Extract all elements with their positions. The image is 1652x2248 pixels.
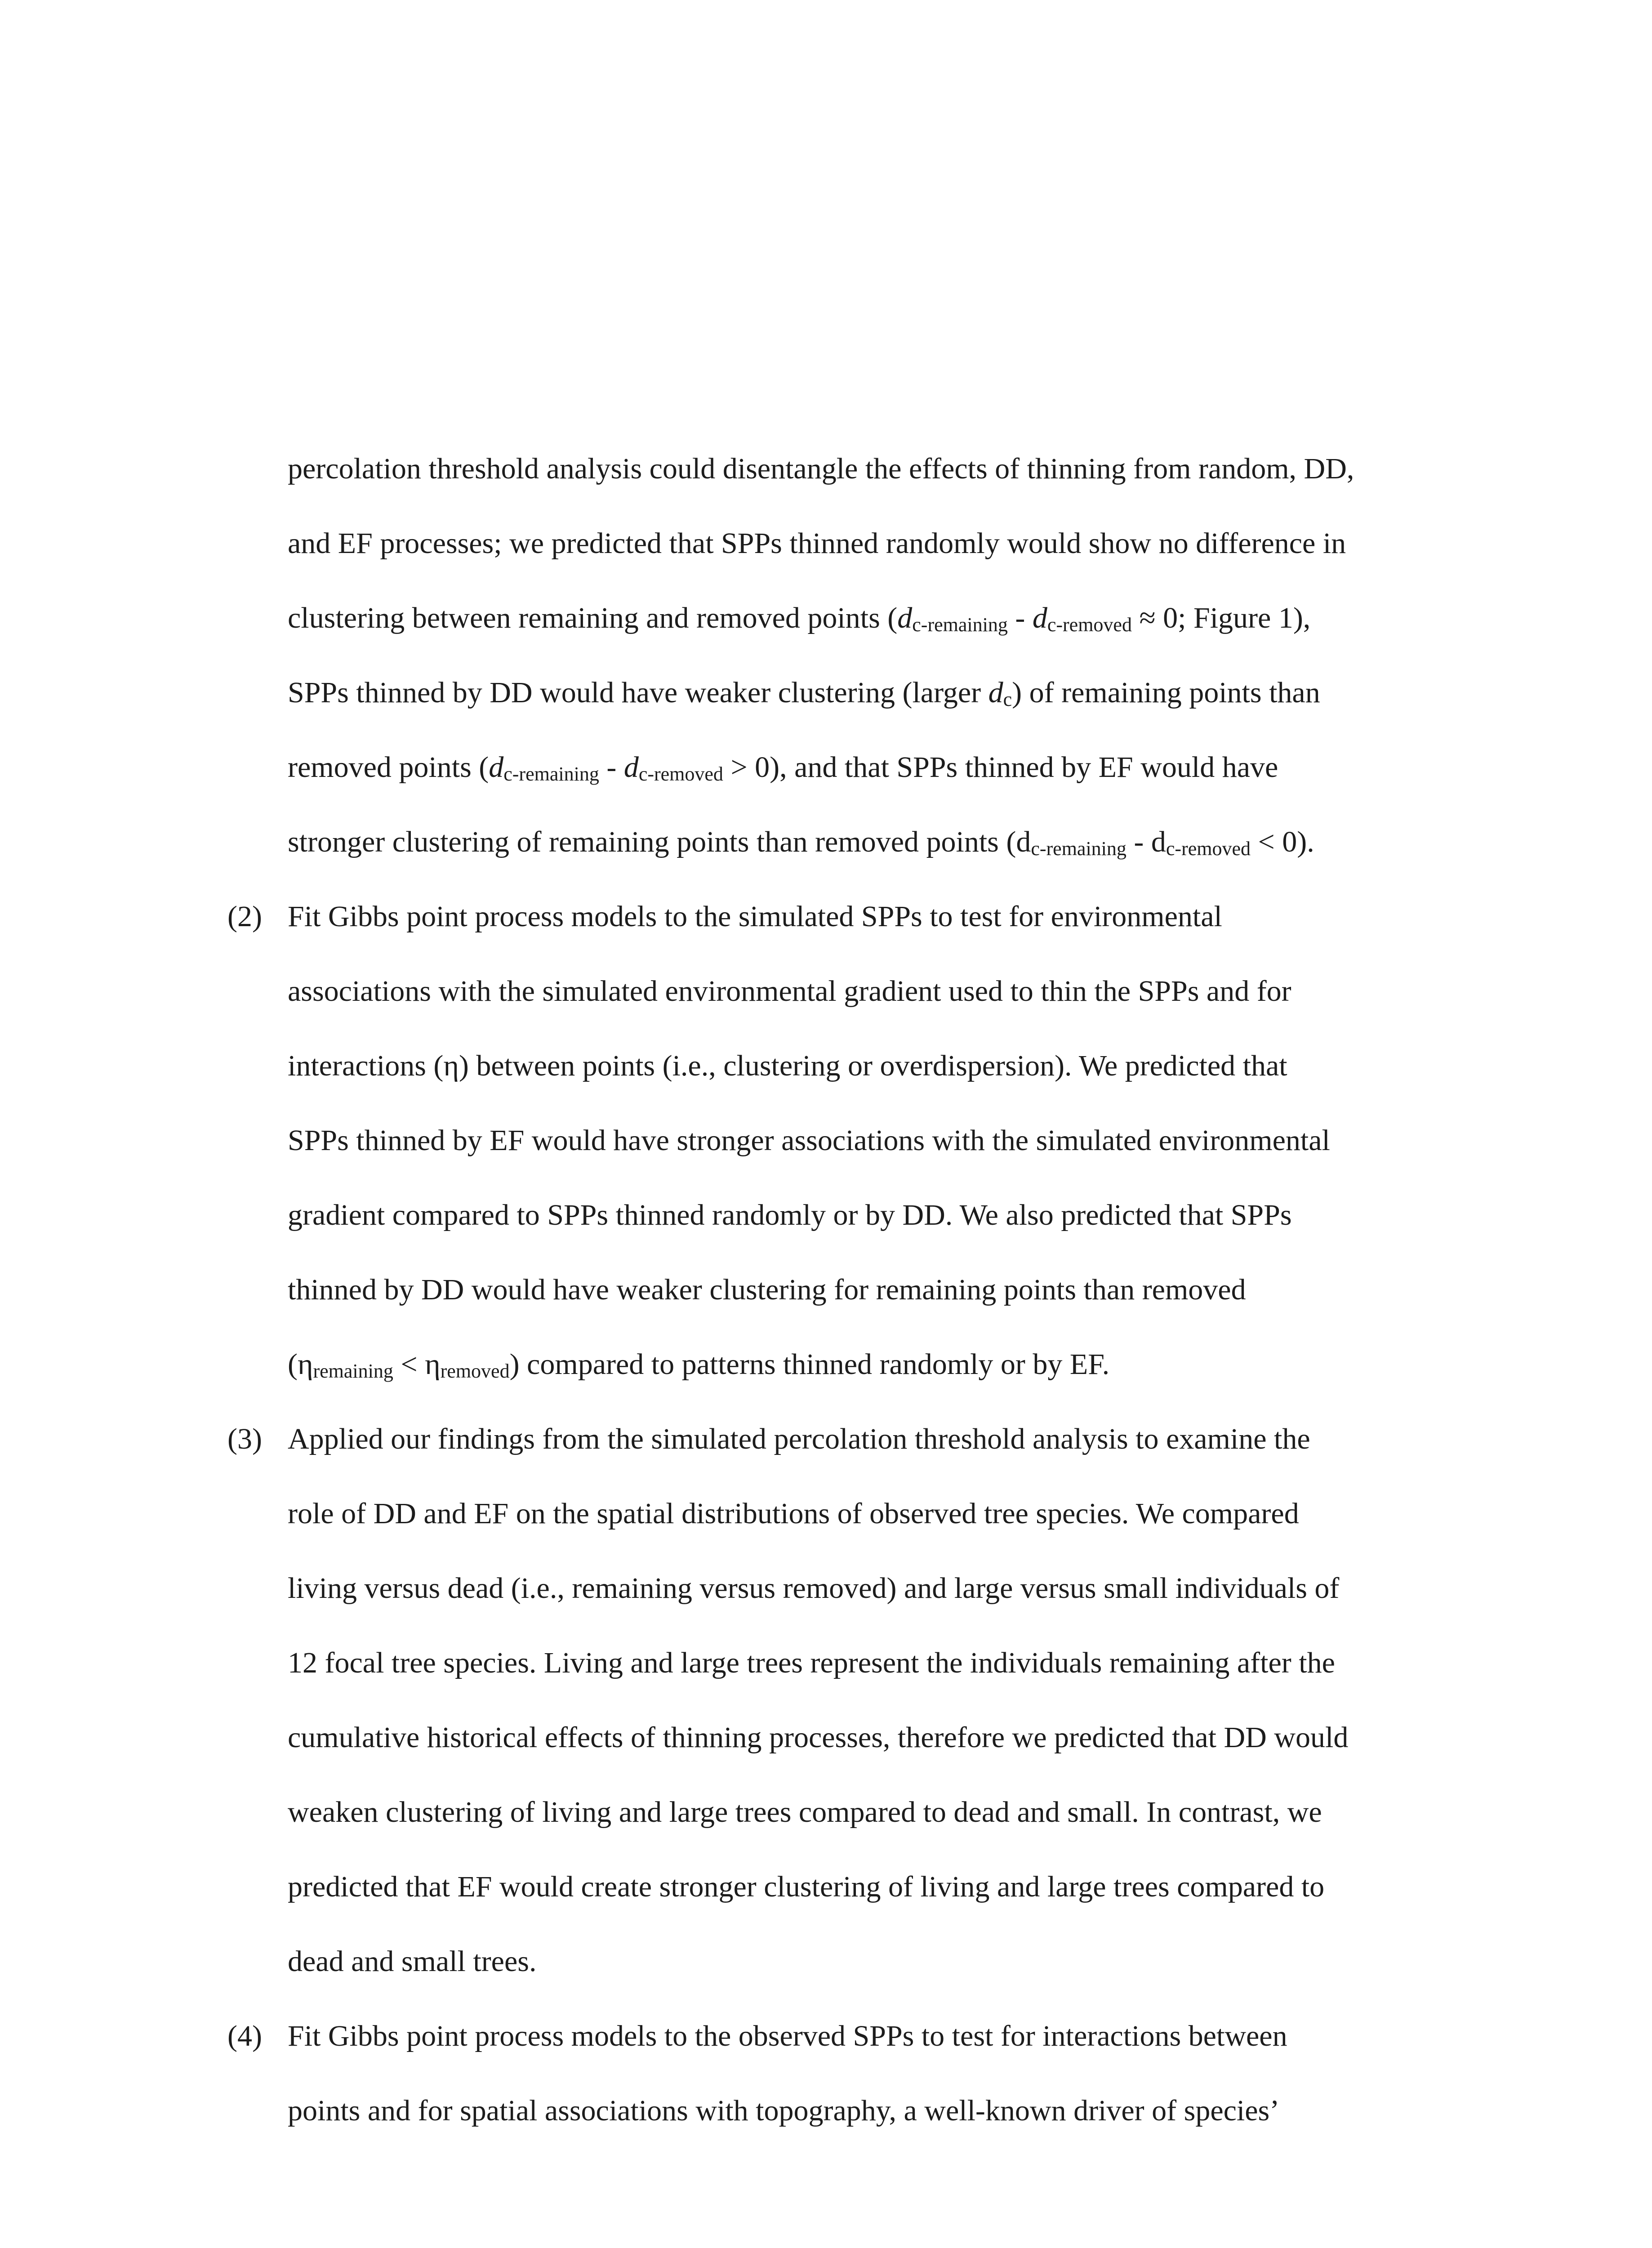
list-item-3 bbox=[227, 1402, 1468, 1476]
subscript: c-remaining bbox=[1031, 838, 1127, 860]
list-number: (2) bbox=[227, 900, 262, 933]
text-line bbox=[227, 432, 1468, 506]
line-text: - bbox=[1007, 602, 1033, 634]
line-text: SPPs thinned by DD would have weaker clustering (larger bbox=[288, 676, 989, 709]
line-text: stronger clustering of remaining points than removed points (d bbox=[288, 825, 1031, 858]
line-text: cumulative historical effects of thinning processes, therefore we predicted that DD would bbox=[288, 1721, 1349, 1754]
variable-d: d bbox=[897, 602, 913, 634]
line-text: ) of remaining points than bbox=[1012, 676, 1320, 709]
text-line bbox=[227, 506, 1468, 581]
line-text: ) compared to patterns thinned randomly or by EF. bbox=[509, 1348, 1110, 1381]
line-text: percolation threshold analysis could disentangle the effects of thinning from random, DD, bbox=[288, 452, 1354, 485]
line-text: Fit Gibbs point process models to the observed SPPs to test for interactions between bbox=[288, 2020, 1287, 2052]
line-text: removed points ( bbox=[288, 751, 489, 784]
line-text: gradient compared to SPPs thinned randomly or by DD. We also predicted that SPPs bbox=[288, 1199, 1292, 1231]
variable-d: d bbox=[988, 676, 1003, 709]
text-line bbox=[227, 805, 1468, 879]
list-number: (3) bbox=[227, 1423, 262, 1455]
subscript: c bbox=[1003, 688, 1012, 710]
line-text: 12 focal tree species. Living and large trees represent the individuals remaining after the bbox=[288, 1646, 1335, 1679]
line-text: ≈ 0; Figure 1), bbox=[1131, 602, 1311, 634]
subscript: remaining bbox=[313, 1360, 393, 1382]
text-line bbox=[227, 1700, 1468, 1775]
text-line bbox=[227, 1775, 1468, 1850]
line-text: dead and small trees. bbox=[288, 1945, 537, 1978]
line-text: thinned by DD would have weaker clustering for remaining points than removed bbox=[288, 1273, 1246, 1306]
line-text: role of DD and EF on the spatial distributions of observed tree species. We compared bbox=[288, 1497, 1299, 1530]
subscript: c-removed bbox=[1047, 614, 1132, 636]
line-text: - d bbox=[1126, 825, 1166, 858]
text-line bbox=[227, 1327, 1468, 1402]
line-text: clustering between remaining and removed points ( bbox=[288, 602, 898, 634]
line-text: > 0), and that SPPs thinned by EF would have bbox=[723, 751, 1278, 784]
line-text: Fit Gibbs point process models to the simulated SPPs to test for environmental bbox=[288, 900, 1222, 933]
body-text bbox=[227, 432, 1468, 2148]
line-text: interactions (η) between points (i.e., clustering or overdispersion). We predicted that bbox=[288, 1049, 1287, 1082]
text-line bbox=[227, 1178, 1468, 1253]
line-text: associations with the simulated environmental gradient used to thin the SPPs and for bbox=[288, 975, 1291, 1008]
text-line bbox=[227, 1103, 1468, 1178]
variable-d: d bbox=[489, 751, 504, 784]
line-text: < 0). bbox=[1251, 825, 1314, 858]
text-line bbox=[227, 2074, 1468, 2148]
subscript: c-remaining bbox=[912, 614, 1008, 636]
line-text: points and for spatial associations with topography, a well-known driver of species’ bbox=[288, 2094, 1280, 2127]
text-line bbox=[227, 1626, 1468, 1700]
subscript: c-removed bbox=[1166, 838, 1251, 860]
text-line bbox=[227, 1850, 1468, 1924]
line-text: living versus dead (i.e., remaining versus removed) and large versus small individuals of bbox=[288, 1572, 1340, 1605]
line-text: predicted that EF would create stronger clustering of living and large trees compared to bbox=[288, 1870, 1325, 1903]
text-line bbox=[227, 954, 1468, 1029]
text-line bbox=[227, 1029, 1468, 1103]
line-text: (η bbox=[288, 1348, 313, 1381]
line-text: Applied our findings from the simulated percolation threshold analysis to examine the bbox=[288, 1423, 1310, 1455]
text-line bbox=[227, 730, 1468, 805]
line-text: weaken clustering of living and large trees compared to dead and small. In contrast, we bbox=[288, 1796, 1322, 1829]
line-text: SPPs thinned by EF would have stronger associations with the simulated environmental bbox=[288, 1124, 1330, 1157]
text-line bbox=[227, 1551, 1468, 1626]
variable-d: d bbox=[623, 751, 639, 784]
line-text: < η bbox=[393, 1348, 441, 1381]
variable-d: d bbox=[1032, 602, 1047, 634]
text-line bbox=[227, 1924, 1468, 1999]
list-number: (4) bbox=[227, 2020, 262, 2052]
subscript: c-remaining bbox=[503, 763, 599, 785]
line-text: - bbox=[599, 751, 624, 784]
line-text: and EF processes; we predicted that SPPs thinned randomly would show no difference in bbox=[288, 527, 1346, 560]
list-item-4 bbox=[227, 1999, 1468, 2074]
text-line bbox=[227, 581, 1468, 656]
subscript: removed bbox=[440, 1360, 510, 1382]
text-line bbox=[227, 656, 1468, 730]
text-line bbox=[227, 1253, 1468, 1327]
list-item-2 bbox=[227, 879, 1468, 954]
subscript: c-removed bbox=[638, 763, 723, 785]
text-line bbox=[227, 1476, 1468, 1551]
